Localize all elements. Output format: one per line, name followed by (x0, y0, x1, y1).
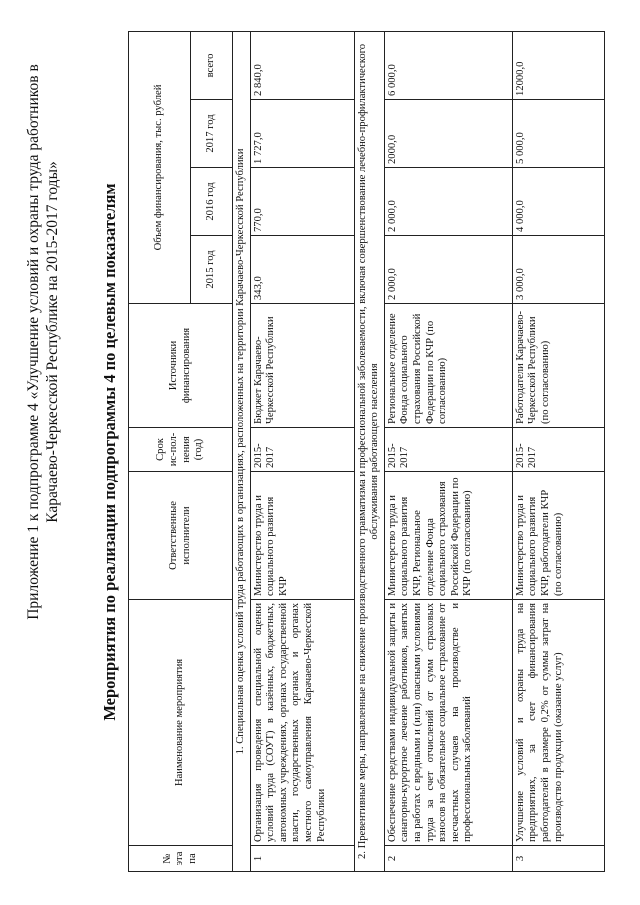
header-num: № эта па (129, 846, 233, 872)
row-term: 2015-2017 (512, 428, 604, 472)
row-2017: 5 000,0 (512, 100, 604, 168)
section-row (233, 31, 251, 871)
header-total: всего (191, 31, 233, 99)
row-2015: 3 000,0 (512, 236, 604, 304)
row-name: Улучшение условий и охраны труда на предприятиях, за счет финансирования работодателей в размере 0,2% от суммы затрат на производство продукции (оказание услуг) (512, 600, 604, 846)
row-total: 2 840,0 (250, 31, 354, 99)
row-executors: Министерство труда и социального развития КЧР, работодатели КЧР (по согласованию) (512, 472, 604, 600)
document-title: Мероприятия по реализации подпрограммы 4 по целевым показателям (100, 183, 119, 721)
row-term: 2015-2017 (250, 428, 354, 472)
header-2017: 2017 год (191, 100, 233, 168)
table-row (384, 31, 512, 871)
table-row (250, 31, 354, 871)
row-total: 6 000,0 (384, 31, 512, 99)
row-executors: Министерство труда и социального развития КЧР, Региональное отделение Фонда социального страхования Российской Федерации по КЧР (по согласованию) (384, 472, 512, 600)
row-total: 12000,0 (512, 31, 604, 99)
row-2017: 2000,0 (384, 100, 512, 168)
section-row (354, 31, 384, 871)
row-term: 2015-2017 (384, 428, 512, 472)
appendix-note: Приложение 1 к подпрограмме 4 «Улучшение условий и охраны труда работников в Карачаево-Черкесской Республике на 2015-2017 годы» (25, 64, 61, 620)
rotated-page (20, 22, 620, 882)
header-sources: Источники финансирования (129, 304, 233, 428)
row-2016: 4 000,0 (512, 168, 604, 236)
row-num: 3 (512, 846, 604, 872)
row-2015: 2 000,0 (384, 236, 512, 304)
table-header (129, 31, 233, 871)
table-row (512, 31, 604, 871)
row-source: Региональное отделение Фонда социального страхования Российской Федерации по КЧР (по согласованию) (384, 304, 512, 428)
row-2017: 1 727,0 (250, 100, 354, 168)
header-name: Наименование мероприятия (129, 600, 233, 846)
row-2016: 2 000,0 (384, 168, 512, 236)
table-body (233, 31, 605, 871)
row-name: Организация проведения специальной оценки условий труда (СОУТ) в казённых, бюджетных, автономных учреждениях, органах государственной власти, государственных органах и органах местного самоуправления Карачаево-Черкесской Республики (250, 600, 354, 846)
row-2016: 770,0 (250, 168, 354, 236)
section-title: 2. Превентивные меры, направленные на снижение производственного травматизма и профессиональной заболеваемости, включая совершенствование лечебно-профилактического обслуживания работающего населения (354, 31, 384, 871)
measures-table (128, 31, 605, 872)
row-name: Обеспечение средствами индивидуальной защиты и санаторно-курортное лечение работников, занятых на работах с вредными и (или) опасными условиями труда за счет отчислений от сумм страховых взносов на обязательное социальное страхование от несчастных случаев на производстве и профессиональных заболеваний (384, 600, 512, 846)
row-source: Работодатели Карачаево-Черкесской Республики (по согласованию) (512, 304, 604, 428)
row-executors: Министерство труда и социального развития КЧР (250, 472, 354, 600)
row-source: Бюджет Карачаево-Черкесской Республики (250, 304, 354, 428)
row-num: 2 (384, 846, 512, 872)
header-2015: 2015 год (191, 236, 233, 304)
header-volume: Объем финансирования, тыс. рублей (129, 31, 191, 303)
header-executors: Ответственные исполнители (129, 472, 233, 600)
header-2016: 2016 год (191, 168, 233, 236)
row-2015: 343,0 (250, 236, 354, 304)
row-num: 1 (250, 846, 354, 872)
header-term: Срок ис-пол-нения (год) (129, 428, 233, 472)
section-title: 1. Специальная оценка условий труда работающих в организациях, расположенных на территории Карачаево-Черкесской Республики (233, 31, 251, 871)
